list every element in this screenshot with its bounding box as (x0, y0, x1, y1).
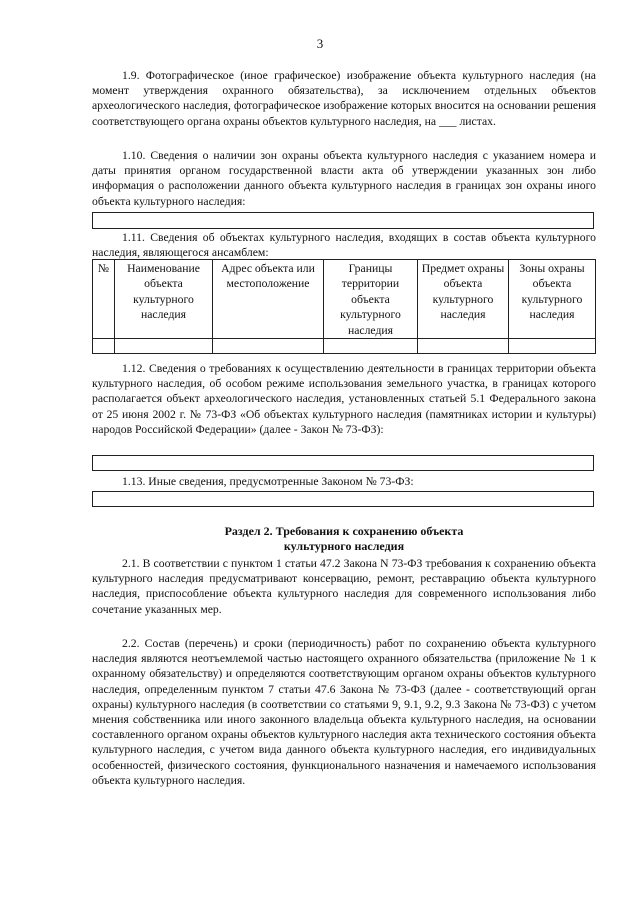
table-cell (418, 339, 509, 354)
ensemble-objects-table (92, 259, 596, 354)
paragraph-1-9: 1.9. Фотографическое (иное графическое) изображение объекта культурного наследия (на момент утверждения охранного обязательства), за исключением отдельных объектов археологического наследия, фотографическое изображение которых вносится на основании решения соответствующего органа охраны объектов культурного наследия, на ___ листах. (92, 69, 596, 128)
table-cell (324, 339, 418, 354)
paragraph-2-1: 2.1. В соответствии с пунктом 1 статьи 47.2 Закона N 73-ФЗ требования к сохранению объекта культурного наследия предусматривают консервацию, ремонт, реставрацию объекта культурного наследия, приспособление объекта культурного наследия для современного использования либо сочетание указанных мер. (92, 557, 596, 616)
table-row (93, 339, 596, 354)
table-cell (213, 339, 324, 354)
column-header-name: Наименование объекта культурного наследия (115, 260, 213, 339)
column-header-protection-subject: Предмет охраны объекта культурного наследия (418, 260, 509, 339)
column-header-address: Адрес объекта или местоположение (213, 260, 324, 339)
section-2-title (92, 524, 596, 554)
column-header-number: № (93, 260, 115, 339)
table-header-row (93, 260, 596, 339)
table-cell (93, 339, 115, 354)
column-header-protection-zones: Зоны охраны объекта культурного наследия (509, 260, 596, 339)
page-number: 3 (316, 36, 324, 51)
section-2-title-line-2: культурного наследия (283, 539, 405, 553)
section-2-title-line-1: Раздел 2. Требования к сохранению объекта (224, 524, 464, 538)
paragraph-1-10: 1.10. Сведения о наличии зон охраны объекта культурного наследия с указанием номера и даты принятия органом государственной власти акта об утверждении указанных зон либо информация о расположении данного объекта культурного наследия в границах зон охраны иного объекта культурного наследия: (92, 149, 596, 208)
column-header-boundaries: Границы территории объекта культурного наследия (324, 260, 418, 339)
table-cell (115, 339, 213, 354)
paragraph-1-13: 1.13. Иные сведения, предусмотренные Законом № 73-ФЗ: (122, 475, 414, 488)
paragraph-1-11: 1.11. Сведения об объектах культурного наследия, входящих в состав объекта культурного наследия, являющегося ансамблем: (92, 231, 596, 260)
field-box-1-13 (92, 491, 594, 507)
field-box-1-10 (92, 212, 594, 229)
paragraph-2-2: 2.2. Состав (перечень) и сроки (периодичность) работ по сохранению объекта культурного наследия являются неотъемлемой частью настоящего охранного обязательства (приложение № 1 к охранному обязательству) и определяются соответствующим органом охраны объектов культурного наследия, определенным пунктом 7 статьи 47.6 Закона № 73-ФЗ (далее - соответствующий орган охраны) культурного наследия (в соответствии со статьями 9, 9.1, 9.2, 9.3 Закона № 73-ФЗ) с учетом мнения собственника или иного законного владельца объекта культурного наследия, на основании составленного органом охраны объектов культурного наследия акта технического состояния объекта культурного наследия, с учетом вида данного объекта культурного наследия, его индивидуальных особенностей, физического состояния, функционального назначения и намечаемого использования объекта культурного наследия. (92, 637, 596, 787)
paragraph-1-12: 1.12. Сведения о требованиях к осуществлению деятельности в границах территории объекта культурного наследия, об особом режиме использования земельного участка, в границах которого располагается объект археологического наследия, установленных статьей 5.1 Федерального закона от 25 июня 2002 г. № 73-ФЗ «Об объектах культурного наследия (памятниках истории и культуры) народов Российской Федерации» (далее - Закон № 73-ФЗ): (92, 362, 596, 436)
field-box-1-12 (92, 455, 594, 471)
table-cell (509, 339, 596, 354)
